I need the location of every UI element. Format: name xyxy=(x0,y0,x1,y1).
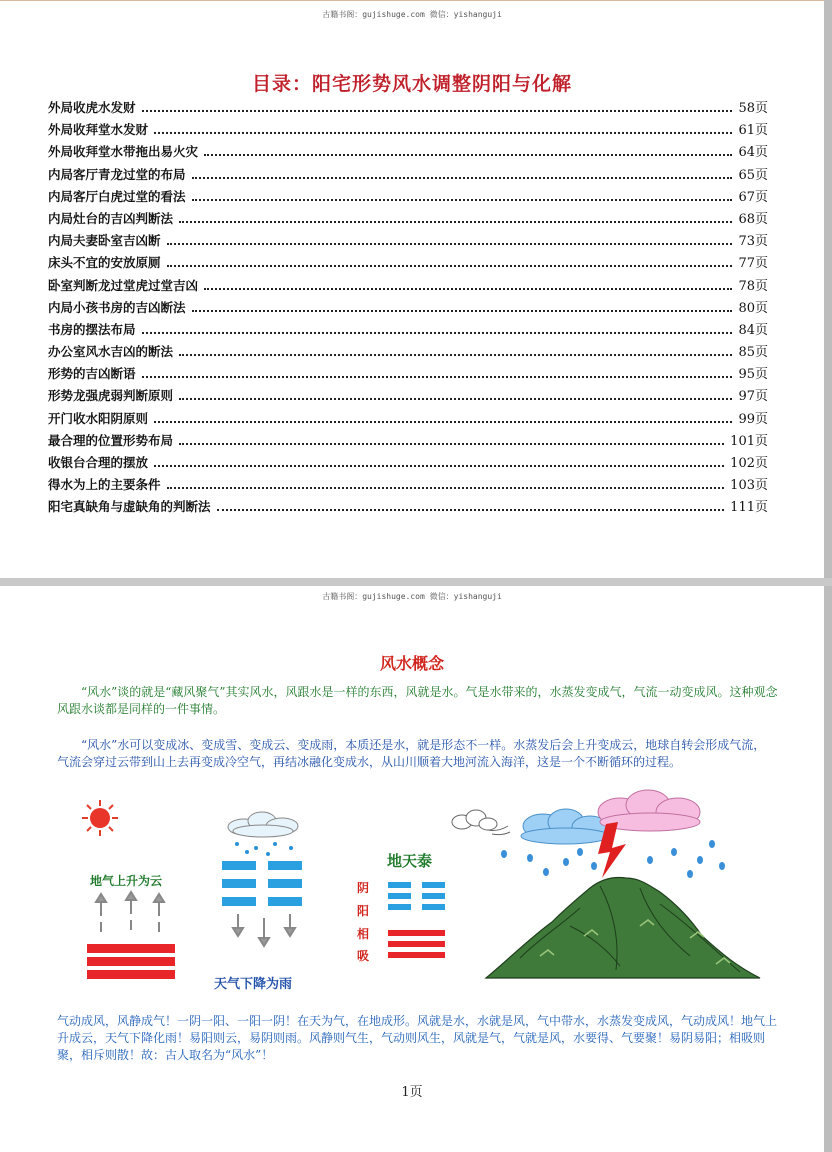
toc-entry[interactable] xyxy=(48,341,768,363)
toc-entry-page: 73页 xyxy=(738,234,768,250)
toc-entry[interactable] xyxy=(48,275,768,297)
cloud-icon xyxy=(228,812,298,837)
toc-entry-page: 99页 xyxy=(738,411,768,427)
hexagram-title: 地天泰 xyxy=(387,852,433,870)
page-separator xyxy=(0,578,832,586)
sun-icon xyxy=(82,800,118,836)
toc-entry-label: 收银台合理的摆放 xyxy=(48,455,149,470)
falling-arrows xyxy=(233,914,295,946)
concept-title: 风水概念 xyxy=(379,654,444,673)
toc-entry-label: 外局收拜堂水带拖出易火灾 xyxy=(48,144,199,160)
toc-entry[interactable] xyxy=(48,363,768,385)
toc-entry-label: 内局客厅白虎过堂的看法 xyxy=(48,188,186,204)
toc-entry-label: 阳宅真缺角与虚缺角的判断法 xyxy=(48,499,211,515)
toc-entry[interactable] xyxy=(48,164,768,186)
toc-entry-page: 61页 xyxy=(738,123,768,139)
toc-entry-label: 内局小孩书房的吉凶断法 xyxy=(48,299,186,315)
toc-leader-dots xyxy=(154,421,732,423)
rising-arrows xyxy=(96,892,164,932)
mountain-illustration xyxy=(486,877,760,978)
earth-qi-label: 地气上升为云 xyxy=(90,874,163,888)
toc-entry[interactable] xyxy=(48,186,768,208)
toc-leader-dots xyxy=(154,465,724,467)
toc-title: 目录：阳宅形势风水调整阴阳与化解 xyxy=(251,73,572,95)
toc-leader-dots xyxy=(192,177,733,179)
toc-entry-label: 床头不宜的安放原厕 xyxy=(48,255,161,271)
concept-page xyxy=(0,586,824,1152)
yin-yang-label xyxy=(357,881,369,963)
concept-paragraph-3: 气动成风，风静成气！一阴一阳、一阳一阴！在天为气，在地成形。风就是水，水就是风，气中带水，水蒸发变成风，气动成风！地气上升成云，天气下降化雨！易阳则云，易阴则雨。风静则气生，气动则风生，风就是气，气就是风，水要得、气要聚！易阴易阳；相吸则聚，相斥则散！故：古人取名为“风水”！ xyxy=(57,1014,778,1062)
wind-cloud-icon xyxy=(452,810,510,835)
toc-entry-page: 78页 xyxy=(738,278,768,294)
toc-leader-dots xyxy=(167,265,733,267)
toc-entry[interactable] xyxy=(48,385,768,407)
watermark: 古籍书阁：gujishuge.com 微信：yishanguji xyxy=(322,592,502,601)
toc-page xyxy=(0,0,824,579)
svg-text:阴: 阴 xyxy=(357,881,370,895)
svg-text:吸: 吸 xyxy=(357,949,370,963)
toc-entry-label: 办公室风水吉凶的断法 xyxy=(48,344,174,360)
concept-paragraph-1: “风水”谈的就是“藏风聚气”其实风水，风跟水是一样的东西，风就是水。气是水带来的，水蒸发变成气，气流一动变成风。这种观念风跟水谈都是同样的一件事情。 xyxy=(57,685,778,716)
toc-leader-dots xyxy=(142,376,733,378)
svg-text:阳: 阳 xyxy=(357,904,370,918)
toc-leader-dots xyxy=(217,509,725,511)
toc-entry-label: 形势龙强虎弱判断原则 xyxy=(48,388,174,404)
toc-entry-page: 80页 xyxy=(738,300,768,316)
toc-entry[interactable] xyxy=(48,297,768,319)
toc-entry-page: 95页 xyxy=(738,367,768,383)
toc-leader-dots xyxy=(142,332,733,334)
toc-leader-dots xyxy=(192,199,733,201)
qian-trigram-bars xyxy=(87,944,175,979)
toc-entry-label: 内局灶台的吉凶判断法 xyxy=(48,210,174,226)
toc-entry-label: 开门收水阳阴原则 xyxy=(48,410,149,426)
rain-cloud-blue xyxy=(521,809,609,844)
toc-leader-dots xyxy=(204,154,732,156)
toc-leader-dots xyxy=(204,288,732,290)
svg-text:相: 相 xyxy=(357,927,370,941)
scrollbar-edge xyxy=(824,0,832,1152)
toc-entry[interactable] xyxy=(48,430,768,452)
toc-entry-page: 103页 xyxy=(730,478,768,494)
toc-entry-label: 内局夫妻卧室吉凶断 xyxy=(48,233,161,249)
heaven-qi-label: 天气下降为雨 xyxy=(214,977,293,992)
toc-leader-dots xyxy=(179,354,732,356)
toc-entry[interactable] xyxy=(48,119,768,141)
toc-entry[interactable] xyxy=(48,408,768,430)
page-number: 1页 xyxy=(401,1085,423,1100)
toc-leader-dots xyxy=(167,243,733,245)
toc-entry-page: 97页 xyxy=(738,389,768,405)
toc-entry[interactable] xyxy=(48,319,768,341)
toc-entry-page: 111页 xyxy=(730,500,768,516)
toc-entry[interactable] xyxy=(48,474,768,496)
toc-entry-label: 形势的吉凶断语 xyxy=(48,366,136,382)
watermark: 古籍书阁：gujishuge.com 微信：yishanguji xyxy=(322,10,502,19)
toc-entry-page: 67页 xyxy=(738,189,768,205)
water-cycle-illustration xyxy=(0,586,824,1152)
tai-hexagram-bars xyxy=(388,882,445,958)
toc-entry-label: 书房的摆法布局 xyxy=(48,321,136,337)
toc-entry[interactable] xyxy=(48,496,768,518)
rain-drops xyxy=(235,842,293,856)
toc-entry[interactable] xyxy=(48,252,768,274)
concept-paragraph-2: “风水”水可以变成冰、变成雪、变成云、变成雨，本质还是水，就是形态不一样。水蒸发后会上升变成云，地球自转会形成气流，气流会穿过云带到山上去再变成冷空气，再结冰融化变成水，从山川顺着大地河流入海洋，这是一个不断循环的过程。 xyxy=(57,738,766,769)
toc-leader-dots xyxy=(154,132,732,134)
toc-entry-label: 内局客厅青龙过堂的布局 xyxy=(48,166,186,182)
toc-entry[interactable] xyxy=(48,141,768,163)
toc-entry-label: 外局收虎水发财 xyxy=(48,100,136,115)
toc-entry[interactable] xyxy=(48,230,768,252)
toc-entry-page: 102页 xyxy=(730,456,768,471)
toc-entry-label: 外局收拜堂水发财 xyxy=(48,122,149,138)
toc-entry[interactable] xyxy=(48,452,768,474)
toc-entry-page: 77页 xyxy=(738,256,768,272)
toc-entry-page: 64页 xyxy=(738,145,768,161)
toc-entry[interactable] xyxy=(48,97,768,119)
toc-entry[interactable] xyxy=(48,208,768,230)
toc-list xyxy=(48,97,768,519)
toc-entry-label: 得水为上的主要条件 xyxy=(48,477,161,493)
toc-entry-page: 101页 xyxy=(730,433,768,449)
toc-leader-dots xyxy=(192,310,733,312)
kun-trigram-bars xyxy=(222,861,302,906)
toc-leader-dots xyxy=(179,221,732,223)
toc-entry-page: 68页 xyxy=(738,211,768,227)
toc-leader-dots xyxy=(179,443,724,445)
toc-entry-page: 84页 xyxy=(738,322,768,338)
toc-entry-label: 卧室判断龙过堂虎过堂吉凶 xyxy=(48,277,199,293)
toc-leader-dots xyxy=(179,398,732,400)
toc-entry-page: 58页 xyxy=(738,101,768,116)
toc-leader-dots xyxy=(167,487,725,489)
toc-entry-page: 85页 xyxy=(738,345,768,361)
toc-leader-dots xyxy=(142,110,733,112)
toc-entry-page: 65页 xyxy=(738,167,768,183)
toc-entry-label: 最合理的位置形势布局 xyxy=(48,432,174,448)
